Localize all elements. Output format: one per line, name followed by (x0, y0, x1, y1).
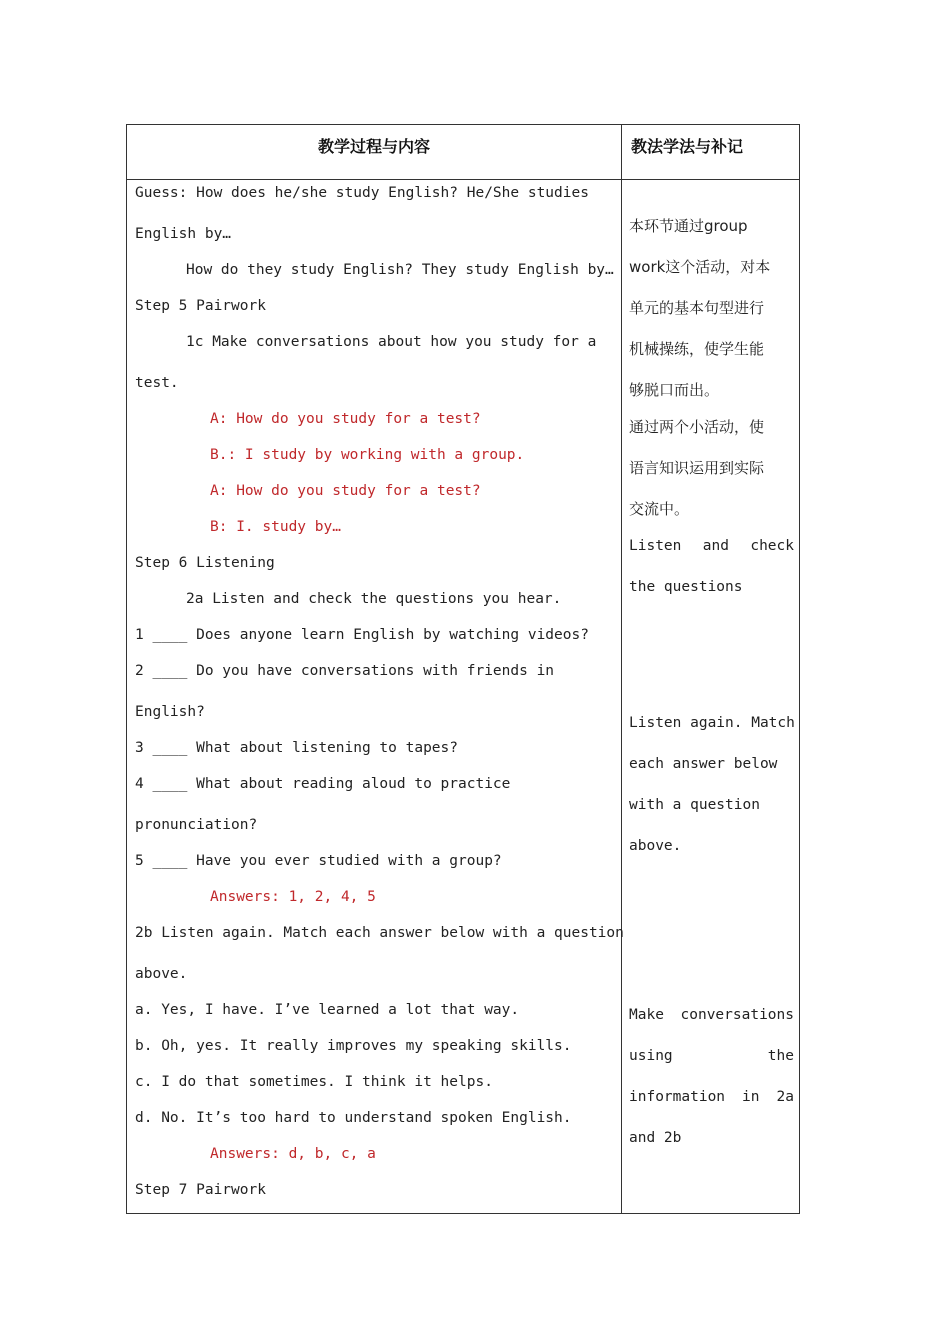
content-line: English by… (135, 226, 232, 242)
question-line: 4 ____ What about reading aloud to practice (135, 776, 511, 792)
content-line: test. (135, 375, 179, 391)
step-heading: Step 5 Pairwork (135, 298, 266, 314)
question-line: English? (135, 704, 205, 720)
note-line: information in 2a (629, 1089, 794, 1105)
header-teaching-methods: 教法学法与补记 (631, 137, 744, 156)
answers-line: Answers: 1, 2, 4, 5 (210, 889, 376, 905)
answer-option: c. I do that sometimes. I think it helps. (135, 1074, 493, 1090)
content-line: How do they study English? They study English by… (186, 262, 614, 278)
column-divider (621, 125, 622, 1213)
content-line: 2a Listen and check the questions you hear. (186, 591, 562, 607)
note-line: 交流中。 (629, 500, 690, 518)
answer-option: d. No. It’s too hard to understand spoken English. (135, 1110, 572, 1126)
question-line: pronunciation? (135, 817, 258, 833)
question-line: 5 ____ Have you ever studied with a group? (135, 853, 502, 869)
header-teaching-process: 教学过程与内容 (317, 137, 430, 156)
note-line: each answer below (629, 756, 778, 772)
dialogue-line: B.: I study by working with a group. (210, 447, 525, 463)
content-line: Guess: How does he/she study English? He/She studies (135, 185, 589, 201)
question-line: 2 ____ Do you have conversations with friends in (135, 663, 555, 679)
content-line: 2b Listen again. Match each answer below with a question (135, 925, 624, 941)
note-line: 单元的基本句型进行 (629, 299, 765, 317)
dialogue-line: A: How do you study for a test? (210, 411, 481, 427)
note-line: with a question (629, 797, 760, 813)
note-line: Listen again. Match (629, 715, 795, 731)
dialogue-line: B: I. study by… (210, 519, 341, 535)
question-line: 1 ____ Does anyone learn English by watching videos? (135, 627, 589, 643)
answer-option: a. Yes, I have. I’ve learned a lot that way. (135, 1002, 520, 1018)
note-line: Listen and check (629, 538, 794, 554)
answer-option: b. Oh, yes. It really improves my speaking skills. (135, 1038, 572, 1054)
note-line: 机械操练，使学生能 (629, 340, 765, 358)
note-line: 语言知识运用到实际 (629, 459, 765, 477)
header-divider (127, 179, 799, 180)
answers-line: Answers: d, b, c, a (210, 1146, 376, 1162)
note-line: 本环节通过group (629, 217, 748, 235)
note-line: work这个活动，对本 (629, 258, 771, 276)
note-line: 够脱口而出。 (629, 381, 720, 399)
step-heading: Step 6 Listening (135, 555, 275, 571)
note-line: the questions (629, 579, 743, 595)
note-line: 通过两个小活动，使 (629, 418, 765, 436)
step-heading: Step 7 Pairwork (135, 1182, 266, 1198)
dialogue-line: A: How do you study for a test? (210, 483, 481, 499)
note-line: above. (629, 838, 682, 854)
content-line: 1c Make conversations about how you study for a (186, 334, 597, 350)
note-line: Make conversations (629, 1007, 794, 1023)
note-line: using the (629, 1048, 794, 1064)
question-line: 3 ____ What about listening to tapes? (135, 740, 459, 756)
content-line: above. (135, 966, 188, 982)
note-line: and 2b (629, 1130, 682, 1146)
